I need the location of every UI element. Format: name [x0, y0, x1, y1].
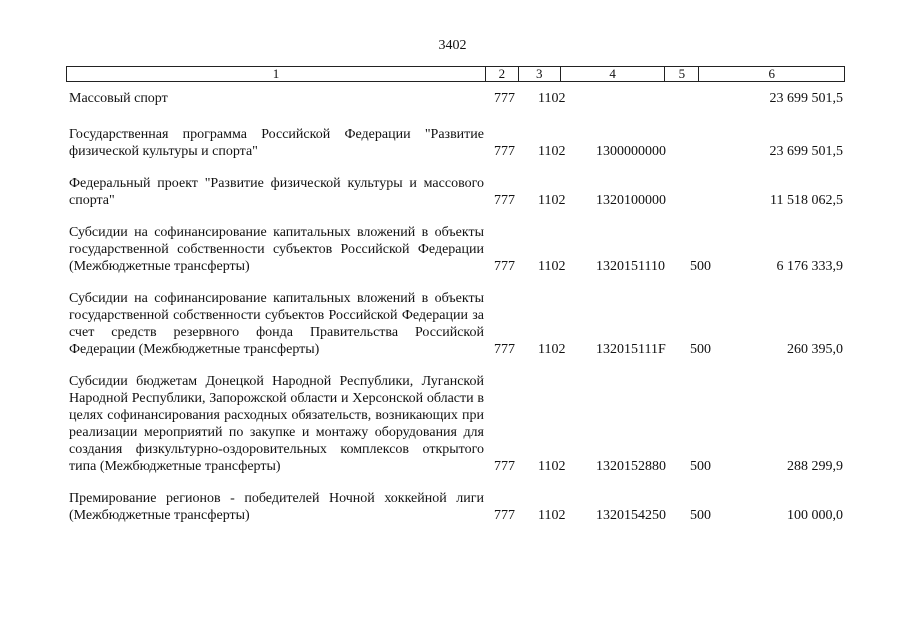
row-sum: 6 176 333,9 [776, 259, 843, 274]
table-row [69, 290, 845, 358]
row-sum: 260 395,0 [787, 342, 843, 357]
row-razd: 1102 [538, 144, 566, 159]
row-cs: 1320152880 [596, 459, 666, 474]
row-name: Государственная программа Российской Федерации "Развитие физической культуры и спорта" [69, 127, 484, 159]
row-name: Массовый спорт [69, 91, 168, 106]
row-vr: 500 [690, 459, 711, 474]
row-cs: 1320151110 [596, 259, 665, 274]
row-glav: 777 [494, 144, 515, 159]
header-col-2: 2 [485, 67, 518, 81]
row-sum: 23 699 501,5 [769, 91, 843, 106]
table-header [66, 66, 845, 82]
header-col-1: 1 [272, 66, 280, 81]
row-name: Субсидии бюджетам Донецкой Народной Республики, Луганской Народной Республики, Запорожской области и Херсонской области в целях софинансирования расходных обязательств, возникающих при реализации мероприятий по закупке и монтажу оборудования для создания физкультурно-оздоровительных комплексов открытого типа (Межбюджетные трансферты) [69, 374, 484, 474]
row-glav: 777 [494, 259, 515, 274]
row-cs: 1300000000 [596, 144, 666, 159]
row-cs: 1320154250 [596, 508, 666, 523]
row-sum: 288 299,9 [787, 459, 843, 474]
table-row [69, 175, 845, 209]
row-cs: 132015111F [596, 342, 666, 357]
row-razd: 1102 [538, 259, 566, 274]
row-glav: 777 [494, 342, 515, 357]
row-name: Федеральный проект "Развитие физической культуры и массового спорта" [69, 176, 484, 208]
table-row [69, 224, 845, 275]
row-razd: 1102 [538, 508, 566, 523]
row-vr: 500 [690, 259, 711, 274]
row-glav: 777 [494, 91, 515, 106]
row-sum: 23 699 501,5 [769, 144, 843, 159]
table-row [69, 126, 845, 160]
row-glav: 777 [494, 508, 515, 523]
table-row [69, 490, 845, 524]
page-number: 3402 [438, 38, 467, 53]
table-row [69, 90, 845, 107]
row-razd: 1102 [538, 91, 566, 106]
row-name: Субсидии на софинансирование капитальных вложений в объекты государственной собственности субъектов Российской Федерации за счет средств резервного фонда Правительства Российской Федерации (Межбюджетные трансферты) [69, 291, 484, 357]
row-name: Премирование регионов - победителей Ночной хоккейной лиги (Межбюджетные трансферты) [69, 491, 484, 523]
table-body [69, 90, 845, 524]
header-col-4: 4 [560, 67, 665, 81]
row-vr: 500 [690, 508, 711, 523]
table-row [69, 373, 845, 475]
row-glav: 777 [494, 193, 515, 208]
row-razd: 1102 [538, 193, 566, 208]
header-col-3: 3 [518, 67, 560, 81]
row-vr: 500 [690, 342, 711, 357]
row-cs: 1320100000 [596, 193, 666, 208]
row-razd: 1102 [538, 342, 566, 357]
row-razd: 1102 [538, 459, 566, 474]
row-sum: 11 518 062,5 [770, 193, 843, 208]
row-name: Субсидии на софинансирование капитальных вложений в объекты государственной собственности субъектов Российской Федерации (Межбюджетные трансферты) [69, 225, 484, 274]
row-glav: 777 [494, 459, 515, 474]
header-col-5: 5 [664, 67, 698, 81]
row-sum: 100 000,0 [787, 508, 843, 523]
header-col-6: 6 [698, 67, 844, 81]
